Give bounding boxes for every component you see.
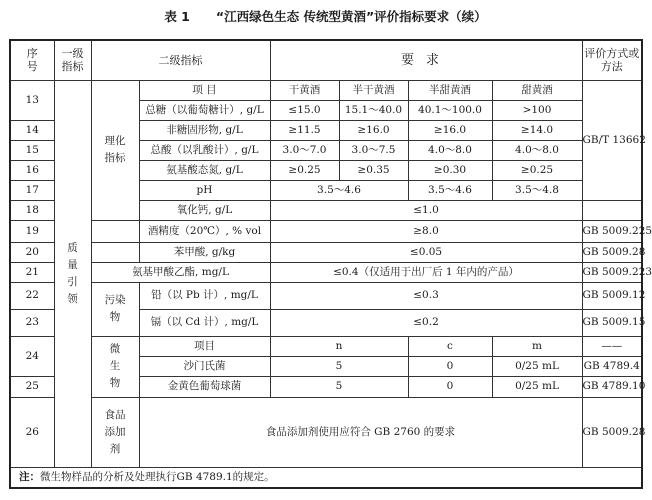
value-cell: 3.0～7.0 [270,140,339,160]
seq-cell: 16 [10,160,54,180]
micro-n-header: n [270,336,408,356]
blank-group-cell [91,220,139,242]
method-cell: GB 5009.223 [582,262,642,282]
requirement-cell: ≤0.3 [270,282,582,309]
item-header-cell: 项 目 [139,80,270,100]
note-text: 微生物样品的分析及处理执行GB 4789.1的规定。 [40,470,275,483]
header-row [10,40,642,80]
method-physchem: GB/T 13662 [582,80,642,200]
table-title: “江西绿色生态 传统型黄酒”评价指标要求（续） [215,9,487,24]
group-pollutant: 污染物 [91,282,139,336]
method-cell: GB 5009.28 [582,397,642,467]
micro-m-header: m [492,336,582,356]
method-cell: GB 4789.10 [582,376,642,397]
requirement-cell: ≤0.4（仅适用于出厂后 1 年内的产品） [270,262,582,282]
method-cell: GB 5009.12 [582,282,642,309]
value-cell: 5 [270,356,408,376]
value-cell: 3.5～4.6 [408,180,492,200]
value-cell: 3.5～4.8 [492,180,582,200]
seq-cell: 24 [10,336,54,376]
table-row [10,220,642,242]
requirement-cell: ≤0.2 [270,309,582,336]
seq-cell: 19 [10,220,54,242]
value-cell: 0 [408,356,492,376]
table-number: 表 1 [164,9,190,24]
value-cell: ≥0.30 [408,160,492,180]
level2-header: 二级指标 [91,40,270,80]
group-micro: 微生物 [91,336,139,397]
seq-cell: 23 [10,309,54,336]
value-cell: 3.5～4.6 [270,180,408,200]
micro-item-header: 项目 [139,336,270,356]
method-cell: GB 5009.15 [582,309,642,336]
seq-cell: 21 [10,262,54,282]
table-row [10,397,642,467]
item-cell: 沙门氏菌 [139,356,270,376]
seq-cell: 15 [10,140,54,160]
blank-group-cell [91,242,139,262]
method-cell: GB 4789.4 [582,356,642,376]
level1-header: 一级 指标 [54,40,91,80]
value-cell: 0/25 mL [492,376,582,397]
value-cell: ≥0.25 [492,160,582,180]
table-row [10,262,642,282]
type-dry: 干黄酒 [270,80,339,100]
value-cell: ≥0.35 [339,160,408,180]
type-sweet: 甜黄酒 [492,80,582,100]
note-label: 注： [19,470,40,483]
table-row [10,242,642,262]
item-cell: 金黄色葡萄球菌 [139,376,270,397]
item-cell: 总糖（以葡萄糖计）, g/L [139,100,270,120]
type-semi-sweet: 半甜黄酒 [408,80,492,100]
value-cell: ≥16.0 [339,120,408,140]
method-cell: GB 5009.28 [582,242,642,262]
item-cell: 铅（以 Pb 计）, mg/L [139,282,270,309]
table-caption [0,9,651,25]
item-cell: 氨基甲酸乙酯, mg/L [91,262,270,282]
micro-c-header: c [408,336,492,356]
item-cell: 氨基酸态氮, g/L [139,160,270,180]
seq-cell: 20 [10,242,54,262]
value-cell: 4.0～8.0 [408,140,492,160]
evaluation-table [9,39,652,489]
group-additive: 食品添加剂 [91,397,139,467]
item-cell: 苯甲酸, g/kg [139,242,270,262]
seq-cell: 22 [10,282,54,309]
micro-header-row [10,336,642,356]
value-cell: ≥11.5 [270,120,339,140]
value-cell: >100 [492,100,582,120]
value-cell: 5 [270,376,408,397]
value-cell: 40.1～100.0 [408,100,492,120]
requirement-header: 要求 [270,40,582,80]
value-cell: 15.1～40.0 [339,100,408,120]
seq-cell: 14 [10,120,54,140]
value-cell: 4.0～8.0 [492,140,582,160]
seq-header: 序 号 [10,40,54,80]
level1-cell: 质量引领 [54,80,91,467]
micro-method-header: —— [582,336,642,356]
item-cell: 总酸（以乳酸计）, g/L [139,140,270,160]
item-cell: 氧化钙, g/L [139,200,270,220]
value-cell: ≥16.0 [408,120,492,140]
item-cell: 非糖固形物, g/L [139,120,270,140]
requirement-cell: 食品添加剂使用应符合 GB 2760 的要求 [139,397,582,467]
value-cell: ≥0.25 [270,160,339,180]
table-note [10,467,642,488]
requirement-cell: ≤1.0 [270,200,582,220]
value-cell: 0/25 mL [492,356,582,376]
item-cell: 酒精度（20℃）, % vol [139,220,270,242]
table-row [10,80,642,100]
value-cell: ≤15.0 [270,100,339,120]
item-cell: pH [139,180,270,200]
value-cell: ≥14.0 [492,120,582,140]
table-row [10,282,642,309]
requirement-cell: ≥8.0 [270,220,582,242]
method-cell: GB 5009.225 [582,220,642,242]
item-cell: 镉（以 Cd 计）, mg/L [139,309,270,336]
seq-cell: 18 [10,200,54,220]
value-cell: 3.0～7.5 [339,140,408,160]
value-cell: 0 [408,376,492,397]
note-row [10,467,642,488]
seq-cell: 25 [10,376,54,397]
type-semi-dry: 半干黄酒 [339,80,408,100]
seq-cell: 13 [10,80,54,120]
seq-cell: 17 [10,180,54,200]
method-cell [582,200,642,220]
requirement-cell: ≤0.05 [270,242,582,262]
seq-cell: 26 [10,397,54,467]
method-header: 评价方式或 方法 [582,40,642,80]
group-physchem: 理化指标 [91,80,139,220]
